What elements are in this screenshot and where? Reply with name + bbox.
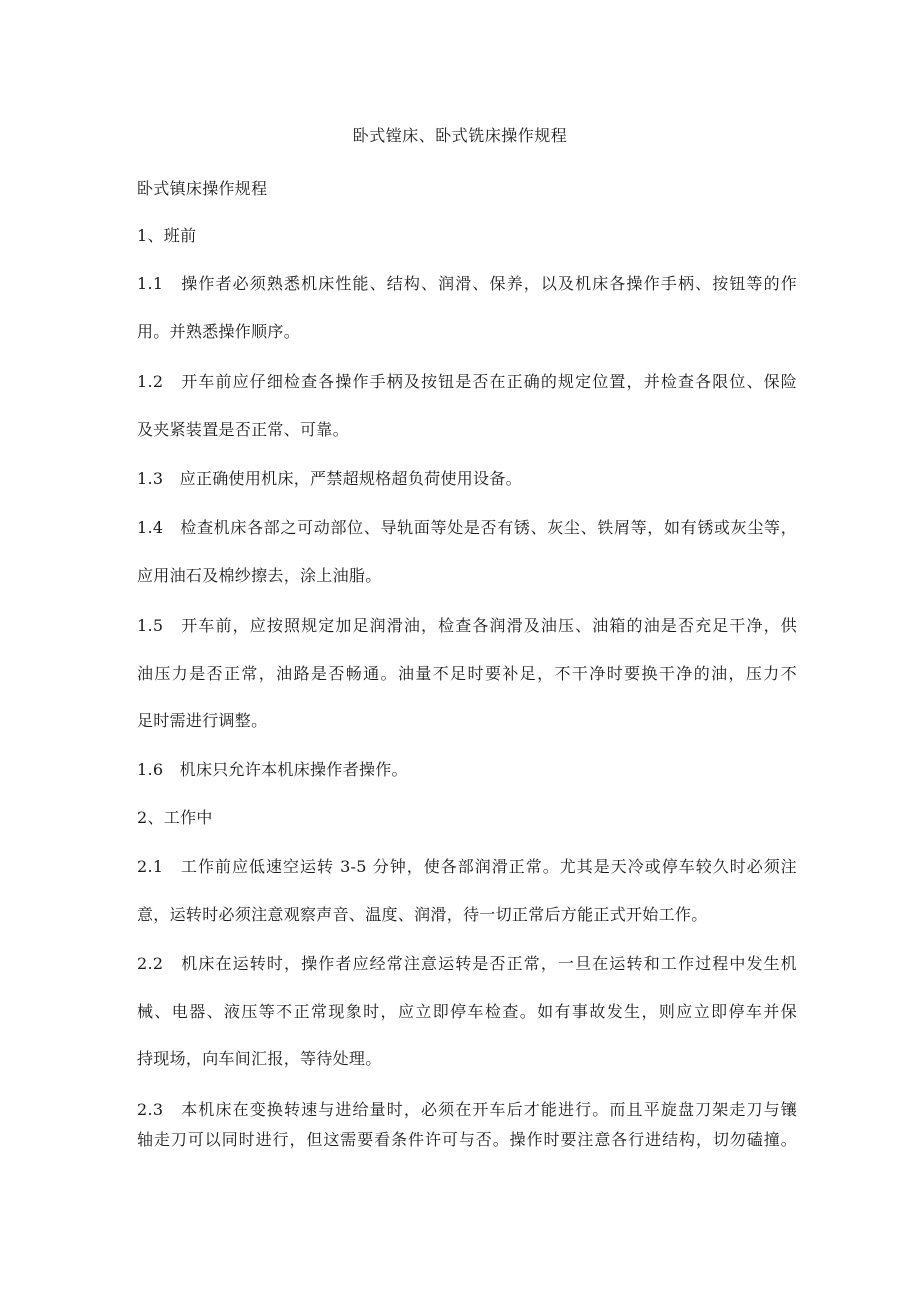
paragraph-line: 2.3 本机床在变换转速与进给量时，必须在开车后才能进行。而且平旋盘刀架走刀与镶	[137, 1100, 797, 1119]
section-heading-1: 1、班前	[137, 226, 197, 245]
paragraph-line: 轴走刀可以同时进行，但这需要看条件许可与否。操作时要注意各行进结构，切勿磕撞。	[137, 1130, 797, 1149]
paragraph-line: 1.3 应正确使用机床，严禁超规格超负荷使用设备。	[137, 469, 522, 488]
paragraph-line: 意，运转时必须注意观察声音、温度、润滑，待一切正常后方能正式开始工作。	[137, 905, 708, 924]
section-heading: 卧式镇床操作规程	[137, 179, 268, 198]
paragraph-line: 械、电器、液压等不正常现象时，应立即停车检查。如有事故发生，则应立即停车并保	[137, 1002, 797, 1021]
section-heading-2: 2、工作中	[137, 808, 213, 827]
document-title: 卧式镗床、卧式铣床操作规程	[352, 126, 568, 145]
paragraph-line: 持现场，向车间汇报，等待处理。	[137, 1049, 382, 1068]
paragraph-line: 1.5 开车前，应按照规定加足润滑油，检查各润滑及油压、油箱的油是否充足干净，供	[137, 616, 797, 635]
paragraph-line: 1.1 操作者必须熟悉机床性能、结构、润滑、保养，以及机床各操作手柄、按钮等的作	[137, 274, 797, 293]
paragraph-line: 及夹紧装置是否正常、可靠。	[137, 420, 349, 439]
paragraph-line: 2.1 工作前应低速空运转 3-5 分钟，使各部润滑正常。尤其是天冷或停车较久时必须注	[137, 857, 797, 876]
paragraph-line: 足时需进行调整。	[137, 711, 268, 730]
paragraph-line: 应用油石及棉纱擦去，涂上油脂。	[137, 566, 382, 585]
paragraph-line: 1.4 检查机床各部之可动部位、导轨面等处是否有锈、灰尘、铁屑等，如有锈或灰尘等，	[137, 518, 797, 537]
paragraph-line: 油压力是否正常，油路是否畅通。油量不足时要补足，不干净时要换干净的油，压力不	[137, 664, 797, 683]
paragraph-line: 2.2 机床在运转时，操作者应经常注意运转是否正常，一旦在运转和工作过程中发生机	[137, 954, 797, 973]
paragraph-line: 用。并熟悉操作顺序。	[137, 322, 301, 341]
paragraph-line: 1.2 开车前应仔细检查各操作手柄及按钮是否在正确的规定位置，并检查各限位、保险	[137, 372, 797, 391]
paragraph-line: 1.6 机床只允许本机床操作者操作。	[137, 760, 408, 779]
